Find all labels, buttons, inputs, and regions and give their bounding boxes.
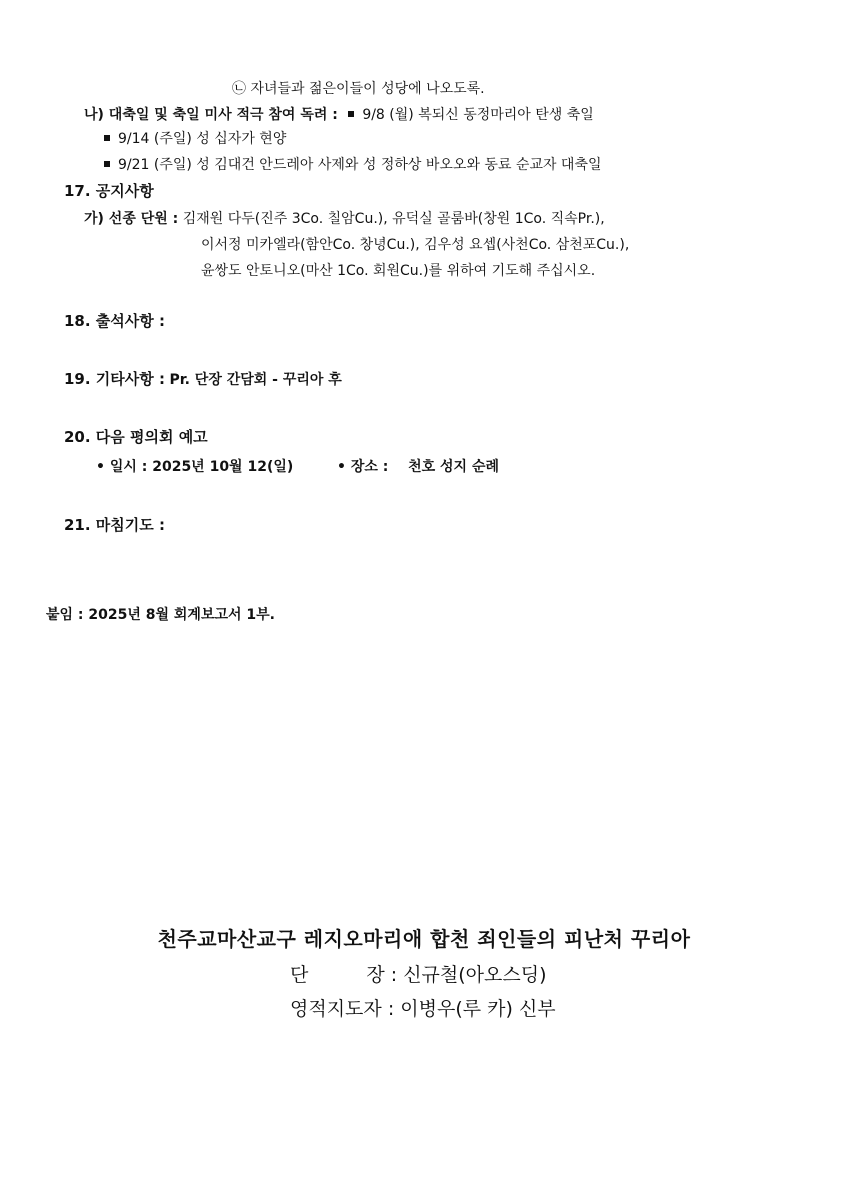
director-label: 영적지도자 <box>290 998 382 1020</box>
ga-label: 가) 선종 단원 : <box>84 211 179 227</box>
leader-line <box>290 962 547 988</box>
deceased-text: 김재원 다두(진주 3Co. 칠암Cu.), 유덕실 골룸바(창원 1Co. 직속Pr.), <box>182 211 605 227</box>
section-title-announcements: 17. 공지사항 <box>64 182 154 200</box>
leader-name: : 신규철(아오스딩) <box>390 964 547 986</box>
section-title-closing-prayer: 21. 마침기도 : <box>64 516 165 534</box>
misc-line <box>64 370 342 389</box>
leader-label: 장 <box>366 964 385 986</box>
next-meeting-details <box>96 458 499 476</box>
deceased-text: 윤쌍도 안토니오(마산 1Co. 회원Cu.)를 위하여 기도해 주십시오. <box>201 263 596 279</box>
section-title-misc: 19. 기타사항 : <box>64 370 165 388</box>
section-title-attendance: 18. 출석사항 : <box>64 312 165 330</box>
leader-label: 단 <box>290 964 309 986</box>
square-bullet-icon <box>348 111 354 117</box>
director-name: : 이병우(루 카) 신부 <box>387 998 556 1020</box>
director-line <box>290 996 556 1022</box>
meeting-place-value: 천호 성지 순례 <box>408 459 500 475</box>
feast-item: 9/8 (월) 복되신 동정마리아 탄생 축일 <box>362 107 594 123</box>
deceased-members-line <box>84 210 605 228</box>
meeting-date: • 일시 : 2025년 10월 12(일) <box>96 459 294 475</box>
section-title-next-meeting: 20. 다음 평의회 예고 <box>64 428 208 446</box>
deceased-text: 이서정 미카엘라(함안Co. 창녕Cu.), 김우성 요셉(사천Co. 삼천포Cu.), <box>201 237 630 253</box>
attachment-note: 붙임 : 2025년 8월 회계보고서 1부. <box>46 607 275 623</box>
square-bullet-icon <box>104 135 110 141</box>
circled-item-line: ㉡ 자녀들과 젊은이들이 성당에 나오도록. <box>232 81 485 97</box>
feast-list-item <box>104 156 602 174</box>
feast-item: 9/14 (주일) 성 십자가 현양 <box>118 131 287 147</box>
square-bullet-icon <box>104 161 110 167</box>
feast-item: 9/21 (주일) 성 김대건 안드레아 사제와 성 정하상 바오오와 동료 순교자 대축일 <box>118 157 602 173</box>
feast-participation-line <box>84 106 594 124</box>
na-label: 나) 대축일 및 축일 미사 적극 참여 독려 : <box>84 107 338 123</box>
organization-name: 천주교마산교구 레지오마리애 합천 죄인들의 피난처 꾸리아 <box>157 927 691 951</box>
misc-content: Pr. 단장 간담회 - 꾸리아 후 <box>169 372 342 388</box>
meeting-place-label: • 장소 : <box>337 459 389 475</box>
feast-list-item <box>104 130 286 148</box>
